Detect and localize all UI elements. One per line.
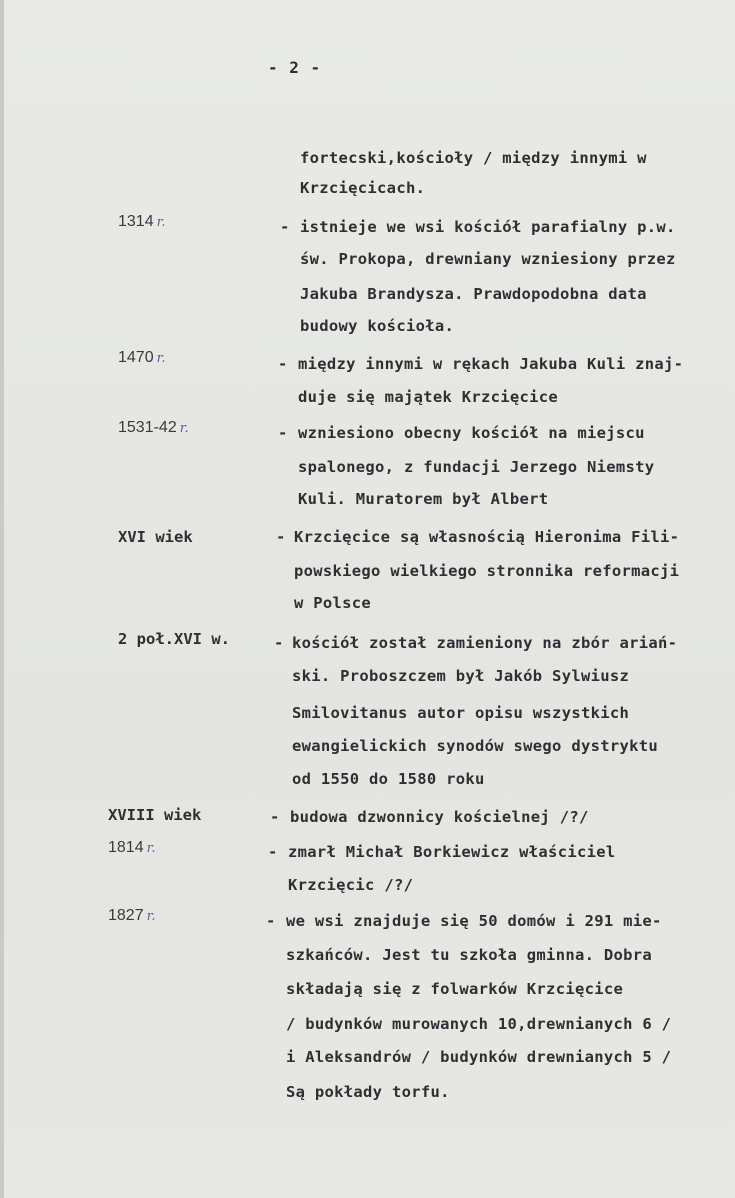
- entry-line: / budynków murowanych 10,drewnianych 6 /: [286, 1015, 672, 1033]
- entry-date: [118, 348, 166, 367]
- entry-date: [118, 418, 189, 437]
- entry-line: duje się majątek Krzcięcice: [298, 388, 559, 406]
- entry-date: [108, 838, 156, 857]
- entry-dash: -: [266, 912, 276, 930]
- entry-date: [108, 906, 156, 925]
- entry-dash: -: [278, 355, 288, 373]
- entry-date-suffix: r.: [179, 421, 189, 436]
- entry-date-suffix: r.: [146, 841, 156, 856]
- page-edge: [0, 0, 4, 1198]
- intro-line: Krzcięcicach.: [300, 179, 426, 197]
- entry-date-value: XVIII wiek: [108, 806, 202, 824]
- entry-line: Są pokłady torfu.: [286, 1083, 450, 1101]
- entry-line: kościół został zamieniony na zbór ariań-: [292, 634, 678, 652]
- entry-line: ewangielickich synodów swego dystryktu: [292, 737, 659, 755]
- entry-line: Jakuba Brandysza. Prawdopodobna data: [300, 285, 647, 303]
- entry-dash: -: [276, 528, 286, 546]
- entry-line: powskiego wielkiego stronnika reformacji: [294, 562, 680, 580]
- entry-dash: -: [274, 634, 284, 652]
- entry-line: Smilovitanus autor opisu wszystkich: [292, 704, 630, 722]
- entry-line: i Aleksandrów / budynków drewnianych 5 /: [286, 1048, 672, 1066]
- intro-line: fortecski,kościoły / między innymi w: [300, 149, 647, 167]
- entry-line: ski. Proboszczem był Jakób Sylwiusz: [292, 667, 630, 685]
- entry-date-suffix: r.: [156, 351, 166, 366]
- entry-line: w Polsce: [294, 594, 372, 612]
- entry-date-value: 1827: [108, 907, 144, 924]
- entry-line: we wsi znajduje się 50 domów i 291 mie-: [286, 912, 662, 930]
- entry-date-suffix: r.: [146, 909, 156, 924]
- entry-line: wzniesiono obecny kościół na miejscu: [298, 424, 645, 442]
- entry-line: między innymi w rękach Jakuba Kuli znaj-: [298, 355, 684, 373]
- entry-dash: -: [280, 218, 290, 236]
- page-number: - 2 -: [268, 58, 322, 77]
- entry-line: szkańców. Jest tu szkoła gminna. Dobra: [286, 946, 653, 964]
- entry-line: zmarł Michał Borkiewicz właściciel: [288, 843, 616, 861]
- entry-date: [118, 528, 193, 546]
- entry-date: [118, 630, 230, 648]
- entry-line: budowa dzwonnicy kościelnej /?/: [290, 808, 589, 826]
- entry-line: Kuli. Muratorem był Albert: [298, 490, 549, 508]
- entry-date-value: 1531-42: [118, 419, 177, 436]
- entry-date-value: 1470: [118, 349, 154, 366]
- entry-line: Krzcięcice są własnością Hieronima Fili-: [294, 528, 680, 546]
- entry-date: [118, 212, 166, 231]
- entry-dash: -: [268, 843, 278, 861]
- entry-line: składają się z folwarków Krzcięcice: [286, 980, 624, 998]
- entry-line: spalonego, z fundacji Jerzego Niemsty: [298, 458, 655, 476]
- entry-date-value: 1314: [118, 213, 154, 230]
- entry-date-suffix: r.: [156, 215, 166, 230]
- entry-date-value: 2 poł.XVI w.: [118, 630, 230, 648]
- entry-line: od 1550 do 1580 roku: [292, 770, 485, 788]
- entry-date-value: XVI wiek: [118, 528, 193, 546]
- entry-line: św. Prokopa, drewniany wzniesiony przez: [300, 250, 676, 268]
- entry-line: Krzcięcic /?/: [288, 876, 414, 894]
- entry-line: budowy kościoła.: [300, 317, 455, 335]
- entry-dash: -: [270, 808, 280, 826]
- entry-dash: -: [278, 424, 288, 442]
- entry-line: istnieje we wsi kościół parafialny p.w.: [300, 218, 676, 236]
- entry-date-value: 1814: [108, 839, 144, 856]
- entry-date: [108, 806, 201, 824]
